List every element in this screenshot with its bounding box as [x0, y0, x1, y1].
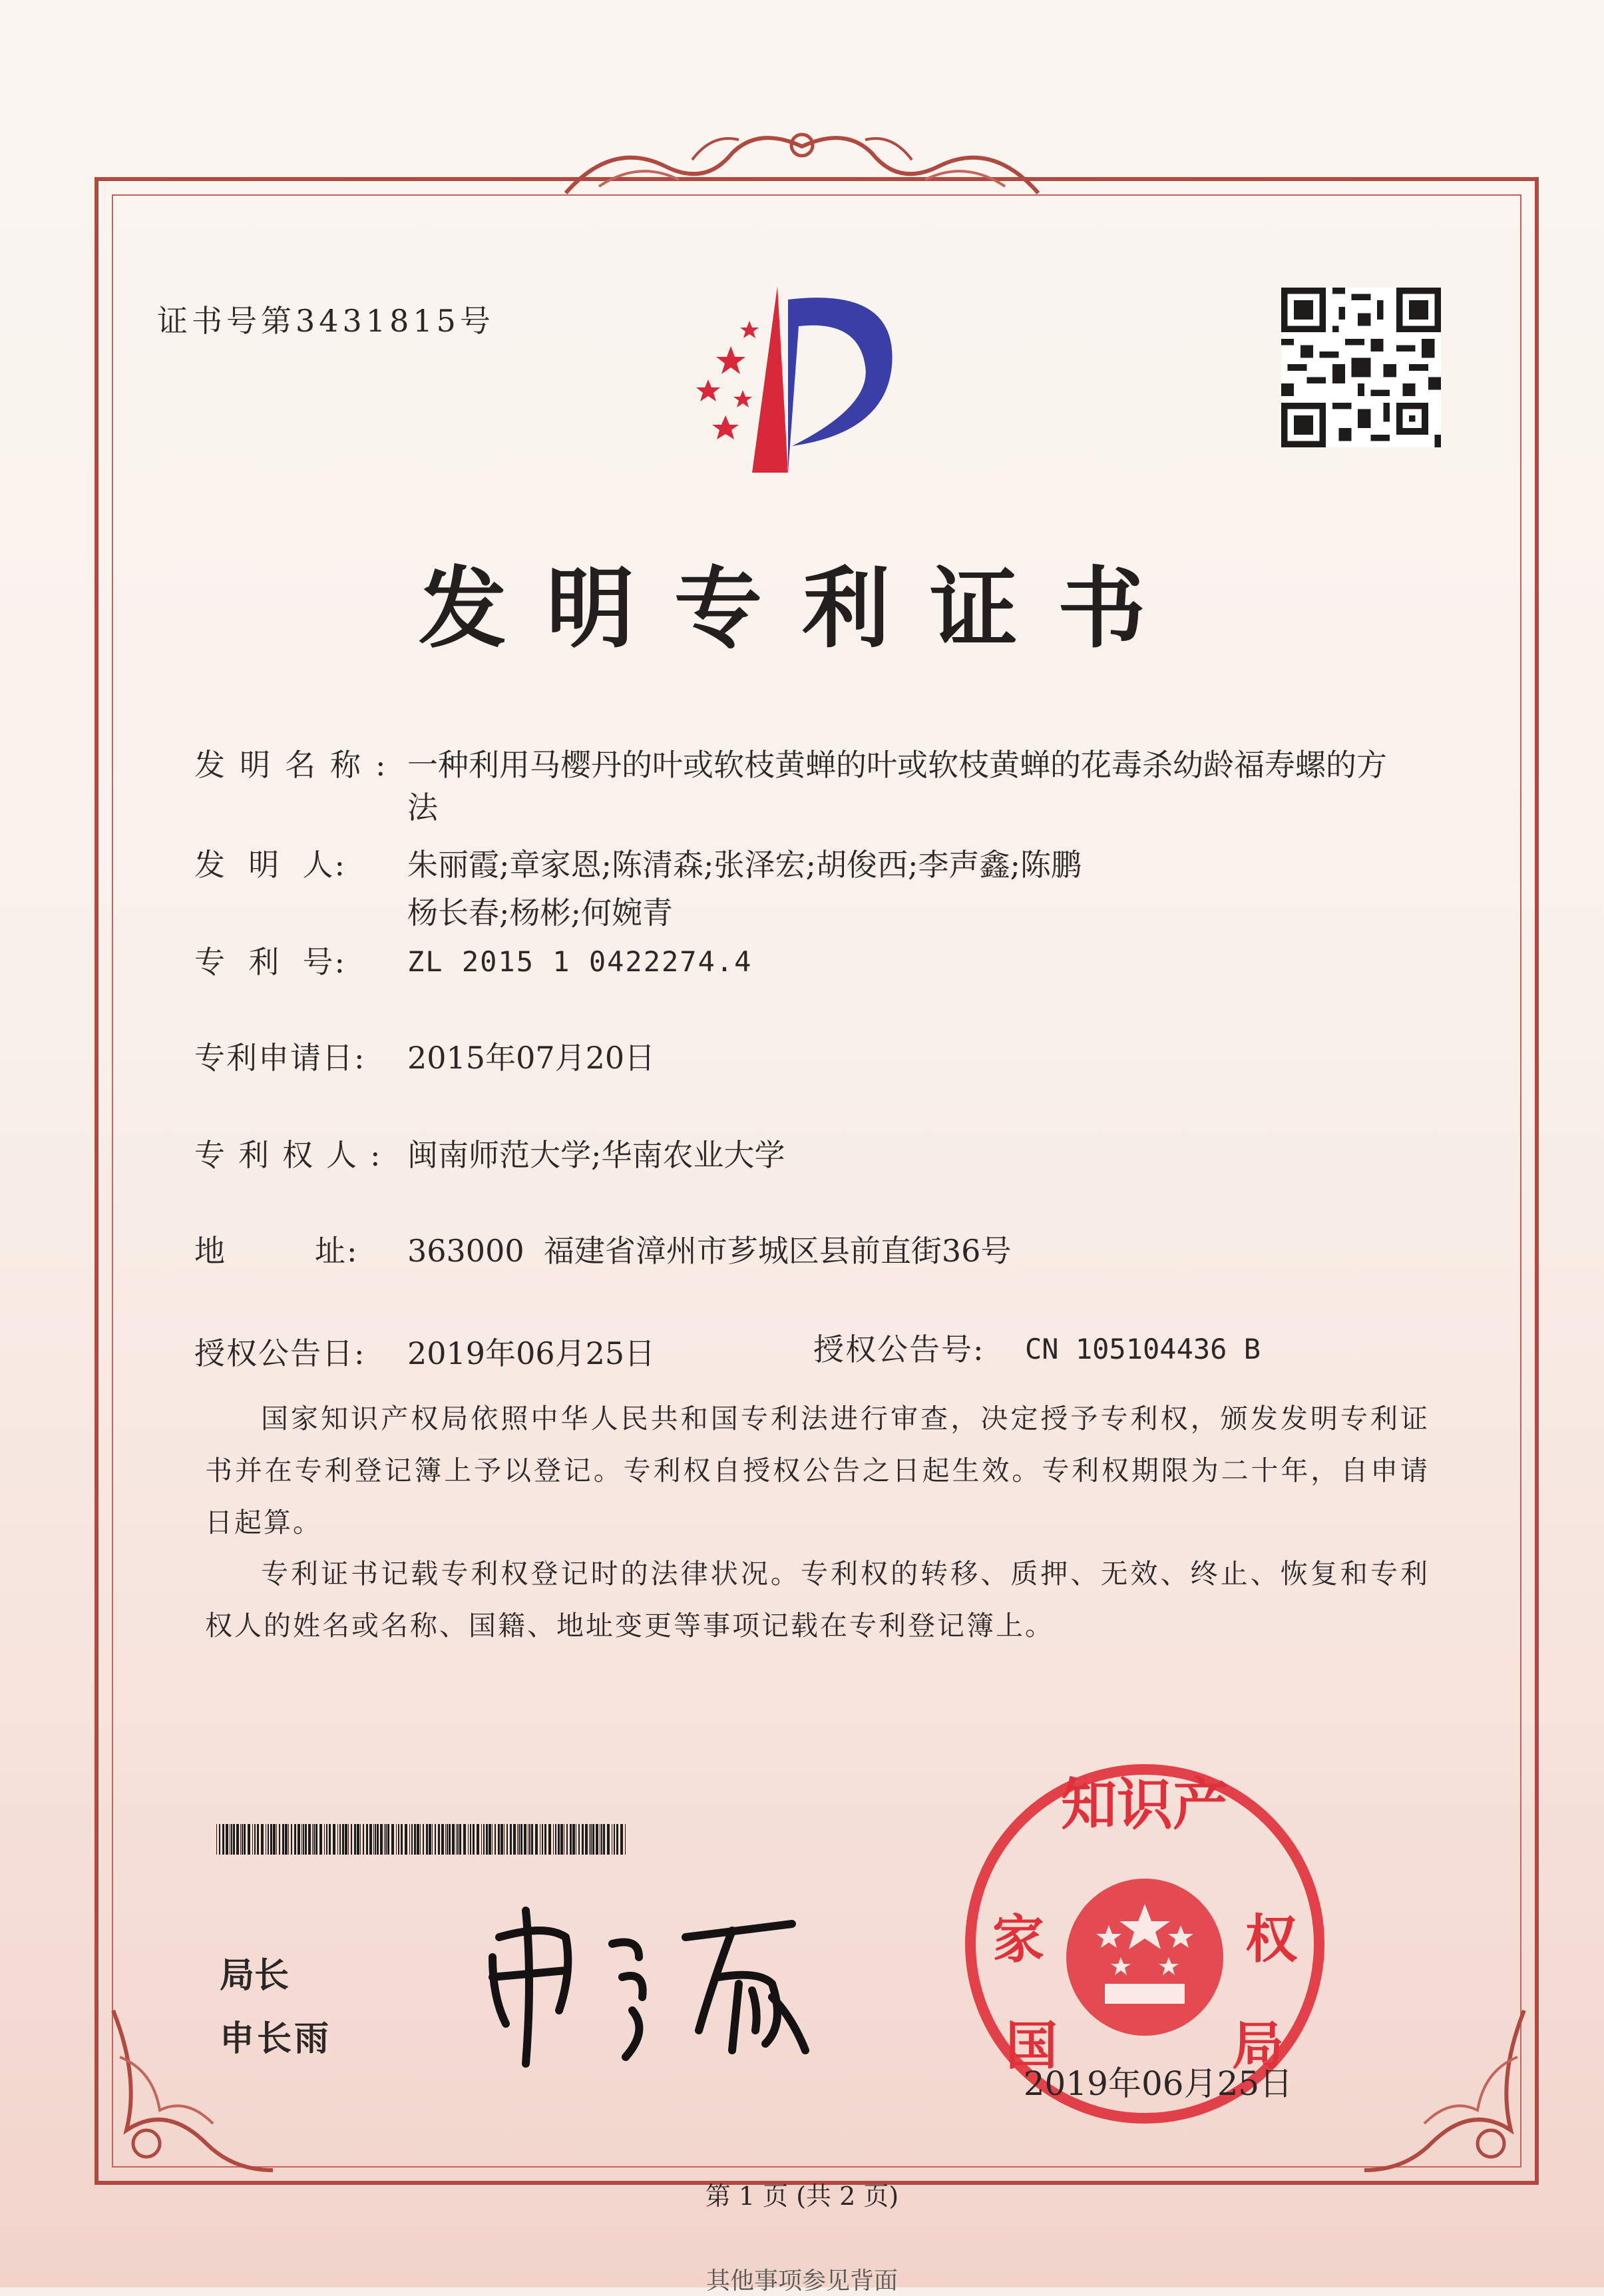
seal-date: 2019年06月25日 — [1023, 2064, 1293, 2103]
svg-text:权: 权 — [1245, 1910, 1298, 1970]
invention-name-label: 发明名称: — [194, 747, 401, 783]
bottom-right-ornament — [1351, 1997, 1537, 2183]
filing-date-label: 专利申请日: — [194, 1040, 366, 1076]
certificate-number: 证书号第3431815号 — [157, 303, 495, 339]
svg-text:局: 局 — [1231, 2016, 1285, 2076]
grant-date-value: 2019年06月25日 — [407, 1335, 656, 1371]
director-title: 局长 — [220, 1956, 290, 1996]
patentee-value: 闽南师范大学;华南农业大学 — [407, 1137, 785, 1173]
svg-text:家: 家 — [992, 1910, 1045, 1970]
body-paragraph-2: 专利证书记载专利权登记时的法律状况。专利权的转移、质押、无效、终止、恢复和专利权人的姓名或名称、国籍、地址变更等事项记载在专利登记簿上。 — [205, 1558, 1430, 1642]
grant-no-label: 授权公告号: — [813, 1331, 985, 1367]
body-paragraph-1: 国家知识产权局依照中华人民共和国专利法进行审查，决定授予专利权，颁发发明专利证书并在专利登记簿上予以登记。专利权自授权公告之日起生效。专利权期限为二十年，自申请日起算。 — [205, 1403, 1430, 1538]
inventors-value-cont: 杨长春;杨彬;何婉青 — [407, 895, 673, 931]
qr-code-icon[interactable] — [1281, 288, 1441, 447]
page-number: 第 1 页 (共 2 页) — [705, 2181, 899, 2211]
grant-date-label: 授权公告日: — [194, 1335, 366, 1371]
patentee-label: 专利权人: — [194, 1137, 394, 1173]
director-name: 申长雨 — [220, 2019, 332, 2059]
patent-no-label: 专 利 号: — [194, 944, 346, 980]
next-page-hint: 其他事项参见背面 — [705, 2267, 898, 2295]
patent-no-value: ZL 2015 1 0422274.4 — [407, 945, 753, 978]
invention-name-value-cont: 法 — [407, 790, 438, 825]
barcode-icon — [216, 1824, 629, 1855]
address-label: 地 址: — [194, 1233, 359, 1269]
svg-text:国: 国 — [1005, 2016, 1058, 2076]
grant-no-value: CN 105104436 B — [1025, 1333, 1261, 1365]
inventors-label: 发 明 人: — [194, 847, 346, 883]
invention-name-value: 一种利用马樱丹的叶或软枝黄蝉的叶或软枝黄蝉的花毒杀幼龄福寿螺的方 — [407, 747, 1387, 783]
seal-text-top: 知识产 — [1060, 1772, 1229, 1837]
filing-date-value: 2015年07月20日 — [407, 1040, 656, 1076]
certificate-title: 发明专利证书 — [419, 557, 1185, 660]
top-ornament — [559, 113, 1045, 206]
signature-image — [479, 1897, 852, 2070]
cnipa-logo-icon — [679, 273, 925, 473]
inventors-value: 朱丽霞;章家恩;陈清森;张泽宏;胡俊西;李声鑫;陈鹏 — [407, 847, 1082, 883]
address-value: 363000 福建省漳州市芗城区县前直街36号 — [407, 1233, 1012, 1269]
